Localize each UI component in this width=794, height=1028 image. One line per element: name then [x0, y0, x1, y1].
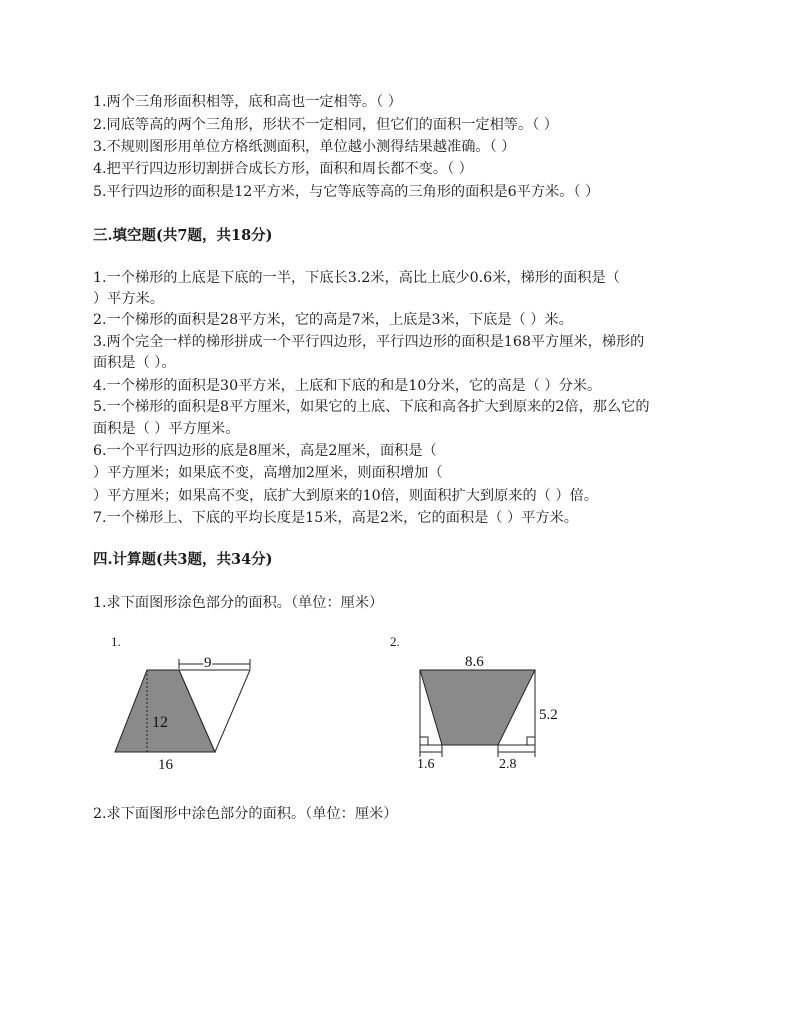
tf-question-5: 5.平行四边形的面积是12平方米，与它等底等高的三角形的面积是6平方米。（ ）: [93, 184, 600, 200]
figure-2-label: 2.: [390, 634, 400, 649]
figure-2-height-label: 5.2: [539, 707, 558, 723]
fill-line: 2.一个梯形的面积是28平方米，它的高是7米，上底是3米，下底是（ ）米。: [93, 312, 573, 328]
figure-1-diagram: [100, 645, 270, 775]
figure-2-right-gap-label: 2.8: [499, 757, 517, 772]
figure-2-diagram: [405, 645, 580, 775]
fill-line: ）平方厘米；如果高不变，底扩大到原来的10倍，则面积扩大到原来的（ ）倍。: [93, 488, 598, 504]
fill-line: ）平方厘米；如果底不变，高增加2厘米，则面积增加（: [93, 465, 443, 481]
fill-line: ）平方米。: [93, 291, 164, 307]
figure-1-top-label: 9: [204, 655, 212, 671]
figure-2-left-gap-label: 1.6: [417, 757, 435, 772]
fill-line: 1.一个梯形的上底是下底的一半，下底长3.2米，高比上底少0.6米，梯形的面积是（: [93, 270, 620, 286]
fill-line: 4.一个梯形的面积是30平方米，上底和下底的和是10分米，它的高是（ ）分米。: [93, 378, 602, 394]
fill-line: 3.两个完全一样的梯形拼成一个平行四边形，平行四边形的面积是168平方厘米，梯形的: [93, 334, 645, 350]
tf-question-2: 2.同底等高的两个三角形，形状不一定相同，但它们的面积一定相等。（ ）: [93, 117, 558, 133]
fill-line: 面积是（ ）。: [93, 355, 176, 371]
fill-line: 6.一个平行四边形的底是8厘米，高是2厘米，面积是（: [93, 443, 437, 459]
figure-2-top-label: 8.6: [465, 654, 484, 670]
figure-1-bottom-label: 16: [158, 757, 173, 773]
tf-question-4: 4.把平行四边形切割拼合成长方形，面积和周长都不变。（ ）: [93, 161, 473, 177]
section-3-title: 三.填空题(共7题，共18分): [93, 227, 273, 244]
tf-question-3: 3.不规则图形用单位方格纸测面积，单位越小测得结果越准确。（ ）: [93, 139, 516, 155]
calc-question-1: 1.求下面图形涂色部分的面积。（单位：厘米）: [93, 595, 384, 611]
calc-question-2: 2.求下面图形中涂色部分的面积。（单位：厘米）: [93, 806, 398, 822]
fill-line: 面积是（ ）平方厘米。: [93, 421, 240, 437]
fill-line: 5.一个梯形的面积是8平方厘米，如果它的上底、下底和高各扩大到原来的2倍，那么它的: [93, 399, 650, 415]
tf-question-1: 1.两个三角形面积相等，底和高也一定相等。（ ）: [93, 94, 402, 110]
fill-line: 7.一个梯形上、下底的平均长度是15米，高是2米，它的面积是（ ）平方米。: [93, 510, 578, 526]
figure-1-height-label: 12: [152, 714, 168, 731]
section-4-title: 四.计算题(共3题，共34分): [93, 551, 273, 568]
figure-1-label: 1.: [111, 634, 121, 649]
